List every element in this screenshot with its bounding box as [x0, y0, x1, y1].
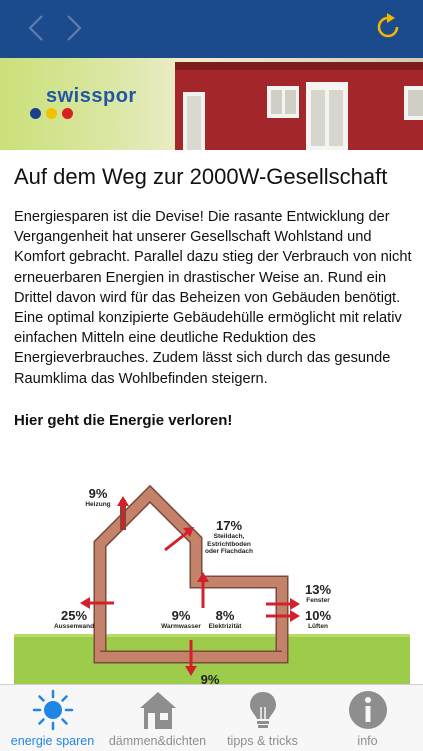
label-fenster: [298, 582, 338, 605]
aussenwand-percent: 25%: [60, 608, 88, 623]
heizung-label: Heizung: [85, 501, 111, 508]
label-lueften: [298, 608, 338, 631]
label-warmwasser: [156, 608, 206, 631]
lueften-percent: 10%: [304, 608, 332, 623]
fenster-percent: 13%: [304, 582, 332, 597]
house-cross-section: [0, 472, 423, 684]
logo-dot-red: [62, 108, 73, 119]
tab-label: dämmen&dichten: [108, 734, 207, 748]
energy-loss-diagram: [0, 472, 423, 684]
brand-logo-text: swisspor: [46, 85, 137, 107]
fenster-label: Fenster: [306, 597, 330, 604]
tab-energie-sparen[interactable]: [0, 685, 105, 751]
aussenwand-label: Aussenwand: [53, 623, 95, 630]
elektrizitaet-percent: 8%: [215, 608, 235, 623]
back-button[interactable]: [20, 10, 56, 46]
navigation-bar: [0, 0, 423, 58]
article-content: [14, 150, 412, 431]
tab-info[interactable]: [315, 685, 420, 751]
heizung-percent: 9%: [88, 486, 108, 501]
sun-icon: [32, 689, 74, 731]
tab-label: info: [357, 734, 378, 748]
warmwasser-label: Warmwasser: [161, 623, 201, 630]
forward-button[interactable]: [56, 10, 92, 46]
label-boden: [190, 672, 230, 684]
tab-daemmen-dichten[interactable]: [105, 685, 210, 751]
chevron-left-icon: [20, 10, 56, 46]
house-icon: [137, 689, 179, 731]
reload-icon: [371, 10, 407, 46]
logo-dot-yellow: [46, 108, 57, 119]
intro-paragraph: Energiesparen ist die Devise! Die rasante Entwicklung der Vergangenheit hat unserer Gesellschaft Wohlstand und Komfort gebracht. Parallel dazu stieg der Verbrauch von nicht erneuerbaren Energien in drastischer Weise an. Rund ein Drittel davon wird für das Beheizen von Gebäuden benötigt. Eine optimal konzipierte Gebäudehülle ermöglicht mit relativ einfachen Mitteln eine deutliche Reduktion des Energieverbrauches. Zudem lässt sich durch das gesunde Raumklima das Wohlbefinden steigern.: [14, 209, 412, 387]
lightbulb-icon: [242, 689, 284, 731]
label-elektrizitaet: [202, 608, 248, 631]
tab-label: energie sparen: [10, 734, 95, 748]
reload-button[interactable]: [371, 10, 407, 46]
steildach-percent: 17%: [215, 518, 243, 533]
info-icon: [347, 689, 389, 731]
label-aussenwand: [46, 608, 102, 631]
tab-tipps-tricks[interactable]: [210, 685, 315, 751]
tab-bar: [0, 684, 423, 751]
elektrizitaet-label: Elektrizität: [208, 623, 242, 630]
page-title: Auf dem Weg zur 2000W-Gesellschaft: [14, 164, 388, 189]
lueften-label: Lüften: [308, 623, 328, 630]
steildach-label-3: oder Flachdach: [204, 548, 254, 555]
boden-percent: 9%: [200, 672, 220, 684]
label-heizung: [80, 486, 116, 509]
steildach-label-1: Steildach,: [213, 533, 245, 540]
logo-dot-blue: [30, 108, 41, 119]
steildach-label-2: Estrichtboden: [207, 540, 251, 548]
header-banner: [0, 58, 423, 150]
section-heading: Hier geht die Energie verloren!: [14, 411, 233, 429]
label-steildach: [198, 518, 260, 556]
tab-label: tipps & tricks: [227, 734, 298, 748]
chevron-right-icon: [56, 10, 92, 46]
warmwasser-percent: 9%: [171, 608, 191, 623]
